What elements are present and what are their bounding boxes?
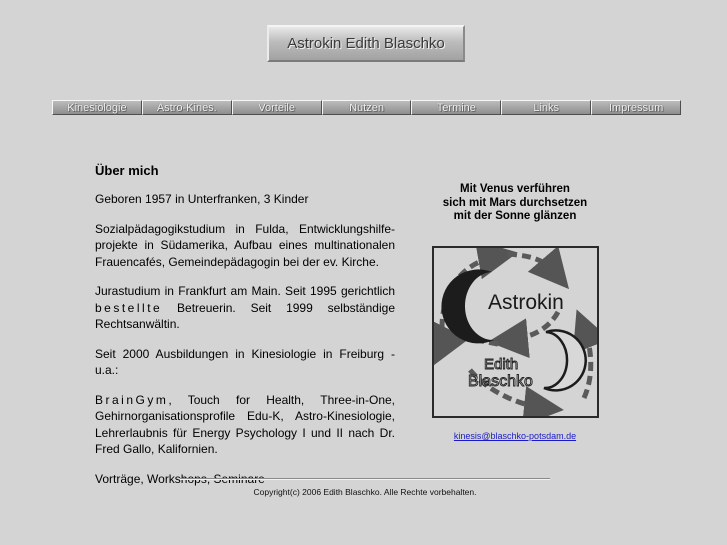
logo-word-blaschko: Blaschko	[468, 373, 533, 390]
nav-item-nutzen[interactable]: Nutzen	[322, 100, 412, 115]
page-heading: Über mich	[95, 163, 159, 178]
logo-word-edith: Edith	[484, 356, 519, 373]
nav-item-impressum[interactable]: Impressum	[591, 100, 681, 115]
methods-text-spaced: BrainGym	[95, 392, 169, 407]
about-content	[95, 163, 395, 500]
footer-divider	[180, 478, 550, 480]
law-text-start: Jurastudium in Frankfurt am Main. Seit 1995 gerichtlich	[95, 284, 395, 298]
logo-word-astrokin: Astrokin	[488, 291, 564, 314]
law-paragraph	[95, 283, 395, 333]
born-paragraph: Geboren 1957 in Unterfranken, 3 Kinder	[95, 192, 309, 206]
law-text-spaced: bestellte	[95, 300, 163, 315]
nav-item-links[interactable]: Links	[501, 100, 591, 115]
main-navigation	[52, 100, 681, 115]
email-link[interactable]: kinesis@blaschko-potsdam.de	[453, 431, 577, 441]
motto-line-venus: Mit Venus verführen	[460, 183, 570, 195]
motto-line-mars: sich mit Mars durchsetzen	[442, 196, 588, 209]
studies-paragraph: Sozialpädagogikstudium in Fulda, Entwicklungshilfe-projekte in Südamerika, Aufbau eines multinationalen Frauencafés, Gemeindepädagogin bei der ev. Kirche.	[95, 221, 395, 269]
nav-item-vorteile[interactable]: Vorteile	[232, 100, 322, 115]
motto-block	[430, 183, 600, 224]
astrokin-logo	[432, 246, 599, 418]
site-title: Astrokin Edith Blaschko	[287, 35, 445, 52]
nav-item-astro-kines[interactable]: Astro-Kines.	[142, 100, 232, 115]
copyright-notice: Copyright(c) 2006 Edith Blaschko. Alle Rechte vorbehalten.	[253, 487, 477, 497]
law-text-end: Betreuerin. Seit 1999 selbständige Rechtsanwältin.	[95, 300, 395, 331]
training-paragraph: Seit 2000 Ausbildungen in Kinesiologie in Freiburg - u.a.:	[95, 346, 395, 377]
methods-paragraph	[95, 392, 395, 458]
methods-text-end: , Touch for Health, Three-in-One, Gehirnorganisationsprofile Edu-K, Astro-Kinesiologie, Lehrerlaubnis für Energy Psychology I und II nach Dr. Fred Gallo, Kalifornien.	[95, 392, 395, 456]
site-title-banner	[267, 25, 465, 62]
moon-arrows-icon	[434, 248, 597, 416]
nav-item-kinesiologie[interactable]: Kinesiologie	[52, 100, 142, 115]
nav-item-termine[interactable]: Termine	[411, 100, 501, 115]
motto-line-sonne: mit der Sonne glänzen	[453, 210, 577, 222]
offers-paragraph: Vorträge, Workshops, Seminare	[95, 471, 265, 486]
